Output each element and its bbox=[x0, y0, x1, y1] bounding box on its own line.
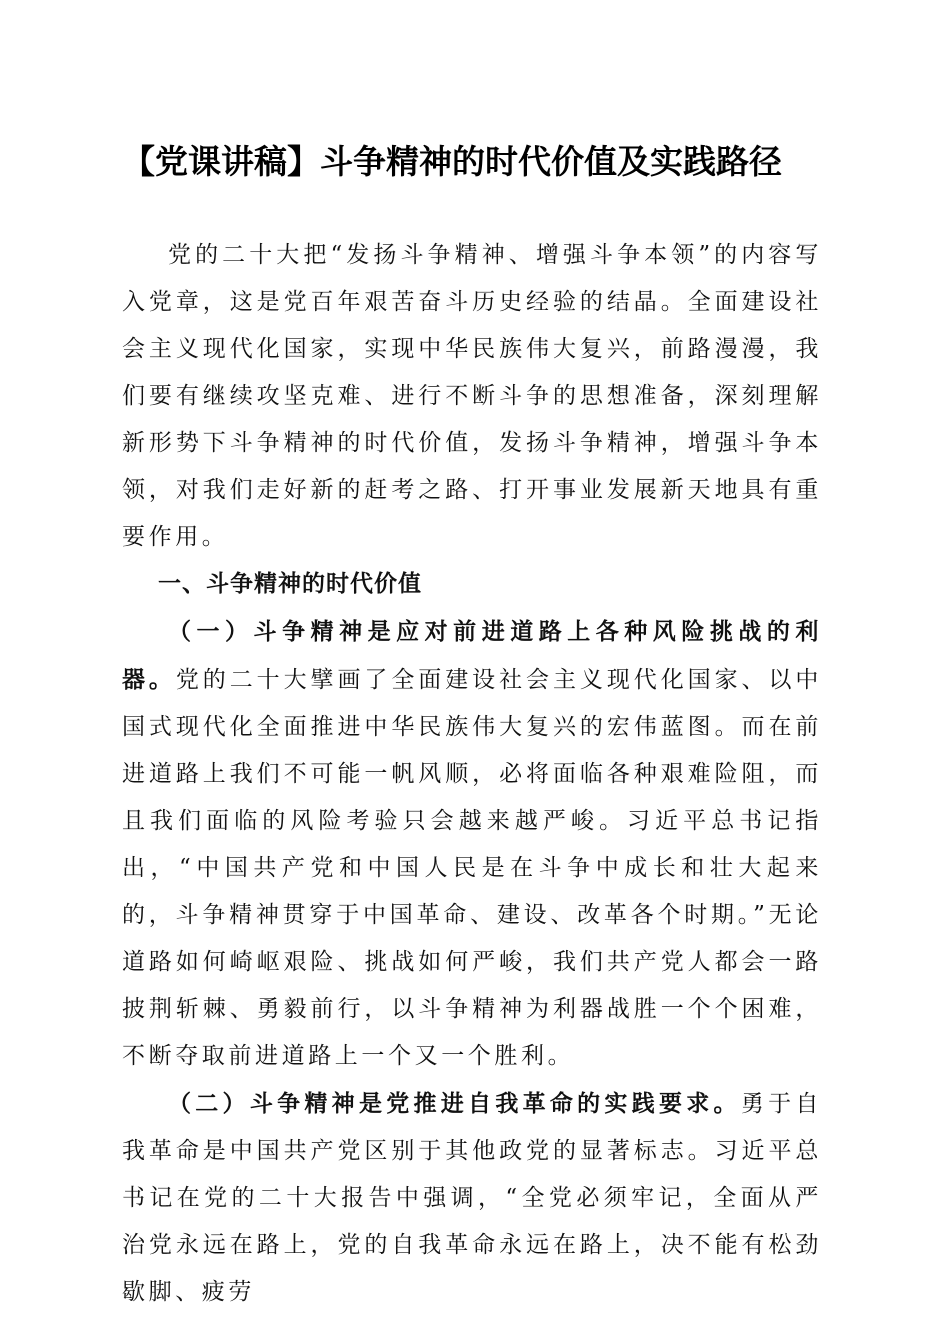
paragraph-2 bbox=[122, 1080, 822, 1316]
document-body bbox=[122, 232, 822, 1316]
paragraph-1-lead: （一）斗争精神是应对前进道路上各种风险挑战的利器。 bbox=[122, 618, 822, 693]
section-heading: 一、斗争精神的时代价值 bbox=[158, 571, 422, 597]
paragraph-2-lead: （二）斗争精神是党推进自我革命的实践要求。 bbox=[168, 1090, 741, 1117]
paragraph-1-body: 党的二十大擘画了全面建设社会主义现代化国家、以中国式现代化全面推进中华民族伟大复兴的宏伟蓝图。而在前进道路上我们不可能一帆风顺，必将面临各种艰难险阻，而且我们面临的风险考验只会越来越严峻。习近平总书记指出，“中国共产党和中国人民是在斗争中成长和壮大起来的，斗争精神贯穿于中国革命、建设、改革各个时期。”无论道路如何崎岖艰险、挑战如何严峻，我们共产党人都会一路披荆斩棘、勇毅前行，以斗争精神为利器战胜一个个困难，不断夺取前进道路上一个又一个胜利。 bbox=[122, 667, 822, 1069]
paragraph-1 bbox=[122, 608, 822, 1080]
document-title: 【党课讲稿】斗争精神的时代价值及实践路径 bbox=[122, 142, 782, 181]
paragraph-2-body: 勇于自我革命是中国共产党区别于其他政党的显著标志。习近平总书记在党的二十大报告中强调，“全党必须牢记，全面从严治党永远在路上，党的自我革命永远在路上，决不能有松劲歇脚、疲劳 bbox=[122, 1091, 822, 1305]
intro-paragraph: 党的二十大把“发扬斗争精神、增强斗争本领”的内容写入党章，这是党百年艰苦奋斗历史经验的结晶。全面建设社会主义现代化国家，实现中华民族伟大复兴，前路漫漫，我们要有继续攻坚克难、进行不断斗争的思想准备，深刻理解新形势下斗争精神的时代价值，发扬斗争精神，增强斗争本领，对我们走好新的赶考之路、打开事业发展新天地具有重要作用。 bbox=[122, 242, 822, 550]
